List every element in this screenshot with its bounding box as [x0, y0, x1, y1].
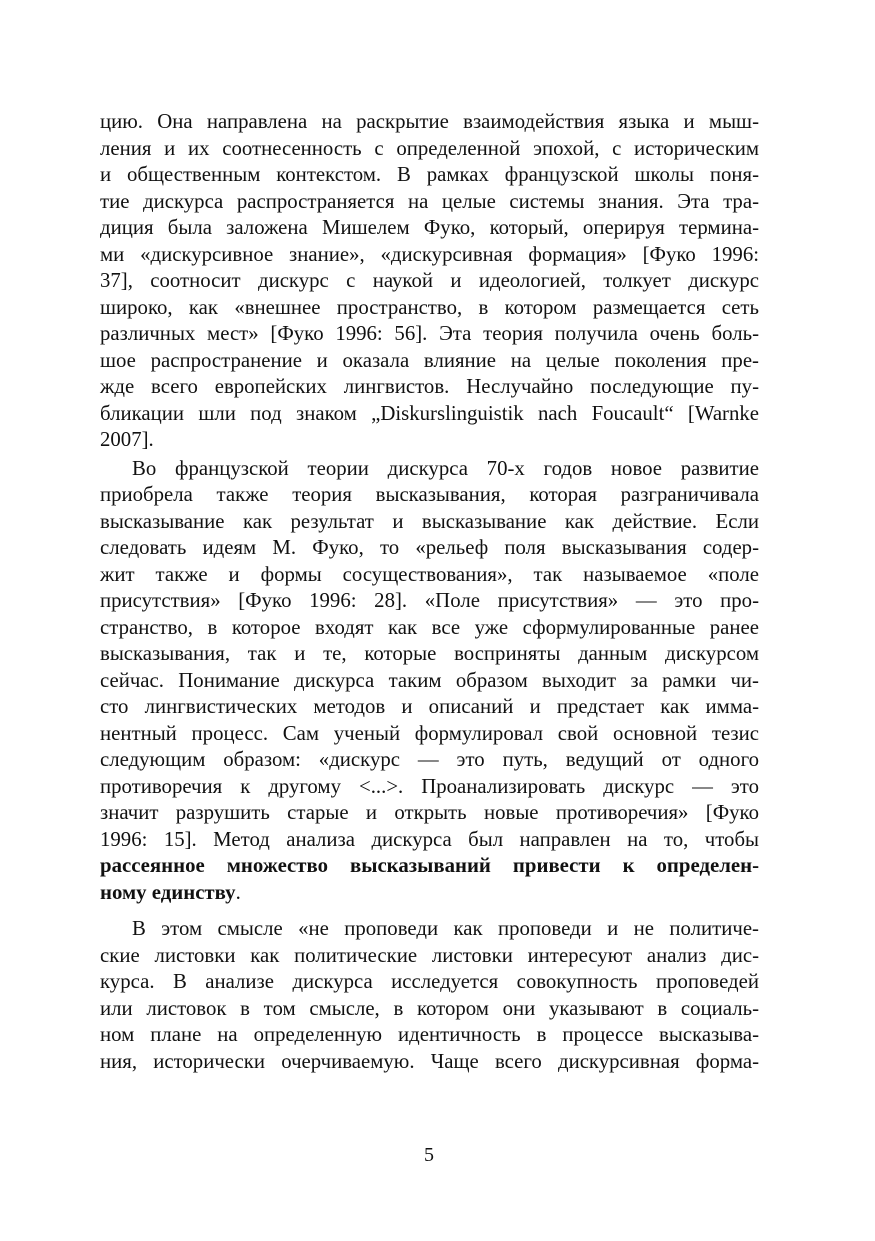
- paragraph-3: [100, 916, 759, 1075]
- text-line: [100, 880, 759, 907]
- text-line: шое распространение и оказала влияние на целые поколения пре-: [100, 348, 759, 372]
- text-line: следовать идеям М. Фуко, то «рельеф поля высказывания содер-: [100, 536, 759, 559]
- text-line: жит также и формы сосуществования», так называемое «поле: [100, 562, 759, 586]
- paragraph-1: [100, 109, 759, 454]
- paragraph-2: [100, 456, 759, 907]
- text-line: тие дискурса распространяется на целые системы знания. Эта тра-: [100, 189, 759, 213]
- text-line: ми «дискурсивное знание», «дискурсивная формация» [Фуко 1996:: [100, 242, 759, 266]
- text-line: сейчас. Понимание дискурса таким образом выходит за рамки чи-: [100, 668, 759, 692]
- text-line: или листовок в том смысле, в котором они указывают в социаль-: [100, 996, 759, 1020]
- text-line: ния, исторически очерчиваемую. Чаще всего дискурсивная форма-: [100, 1049, 759, 1073]
- page-number: 5: [424, 1144, 434, 1166]
- body-text: [100, 109, 759, 1075]
- text-line: ления и их соотнесенность с определенной эпохой, с историческим: [100, 136, 759, 160]
- bold-text-tail: ному единству: [100, 880, 236, 904]
- text-line: различных мест» [Фуко 1996: 56]. Эта теория получила очень боль-: [100, 322, 759, 345]
- text-line: 1996: 15]. Метод анализа дискурса был направлен на то, чтобы: [100, 827, 759, 851]
- text-line: приобрела также теория высказывания, которая разграничивала: [100, 483, 759, 506]
- text-line: нентный процесс. Сам ученый формулировал свой основной тезис: [100, 721, 759, 745]
- sentence-end: .: [235, 880, 241, 904]
- text-line: цию. Она направлена на раскрытие взаимодействия языка и мыш-: [100, 110, 759, 133]
- text-line: В этом смысле «не проповеди как проповеди и не политиче-: [132, 917, 759, 940]
- text-line: широко, как «внешнее пространство, в котором размещается сеть: [100, 295, 759, 319]
- text-line: присутствия» [Фуко 1996: 28]. «Поле присутствия» — это про-: [100, 589, 759, 612]
- text-line: значит разрушить старые и открыть новые противоречия» [Фуко: [100, 801, 759, 824]
- text-line: странство, в которое входят как все уже сформулированные ранее: [100, 615, 759, 639]
- bold-text-line: рассеянное множество высказываний привести к определен-: [100, 854, 759, 877]
- text-line: противоречия к другому <...>. Проанализировать дискурс — это: [100, 774, 759, 798]
- text-line: и общественным контекстом. В рамках французской школы поня-: [100, 163, 759, 186]
- text-line: бликации шли под знаком „Diskurslinguistik nach Foucault“ [Warnke: [100, 401, 759, 425]
- text-line: высказывание как результат и высказывание как действие. Если: [100, 509, 759, 533]
- text-line: жде всего европейских лингвистов. Неслучайно последующие пу-: [100, 375, 759, 398]
- text-line: ские листовки как политические листовки интересуют анализ дис-: [100, 943, 759, 967]
- text-line: 2007].: [100, 428, 154, 451]
- text-line: следующим образом: «дискурс — это путь, ведущий от одного: [100, 748, 759, 771]
- text-line: сто лингвистических методов и описаний и предстает как имма-: [100, 695, 759, 718]
- text-line: Во французской теории дискурса 70-х годов новое развитие: [132, 456, 759, 480]
- text-line: диция была заложена Мишелем Фуко, который, оперируя термина-: [100, 216, 759, 239]
- text-line: курса. В анализе дискурса исследуется совокупность проповедей: [100, 970, 759, 993]
- text-line: ном плане на определенную идентичность в процессе высказыва-: [100, 1023, 759, 1046]
- text-line: 37], соотносит дискурс с наукой и идеологией, толкует дискурс: [100, 269, 759, 292]
- text-line: высказывания, так и те, которые восприняты данным дискурсом: [100, 642, 759, 665]
